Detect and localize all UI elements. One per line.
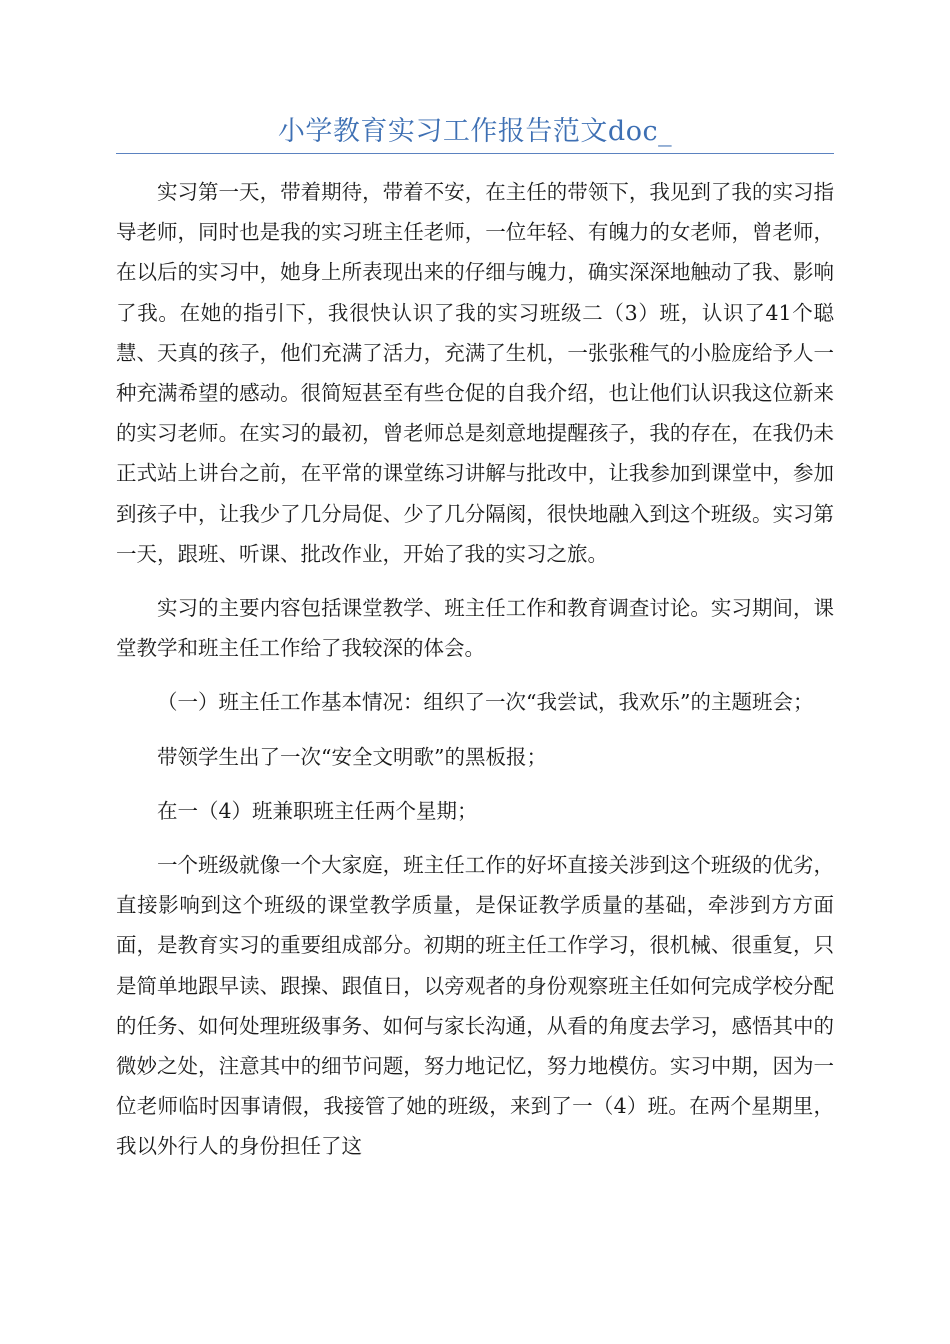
- document-title: 小学教育实习工作报告范文doc_: [277, 116, 673, 147]
- paragraph-blackboard: 带领学生出了一次“安全文明歌”的黑板报；: [157, 744, 547, 769]
- paragraph-main-content: 实习的主要内容包括课堂教学、班主任工作和教育调查讨论。实习期间，课堂教学和班主任工作给了我较深的体会。: [116, 596, 834, 661]
- title-underline: [116, 153, 834, 154]
- document-body: [116, 172, 834, 1167]
- paragraph-class-teacher: 在一（4）班兼职班主任两个星期；: [157, 798, 478, 823]
- paragraph-first-day: 实习第一天，带着期待，带着不安，在主任的带领下，我见到了我的实习指导老师，同时也是我的实习班主任老师，一位年轻、有魄力的女老师，曾老师，在以后的实习中，她身上所表现出来的仔细与魄力，确实深深地触动了我、影响了我。在她的指引下，我很快认识了我的实习班级二（3）班，认识了41个聪慧、天真的孩子，他们充满了活力，充满了生机，一张张稚气的小脸庞给予人一种充满希望的感动。很简短甚至有些仓促的自我介绍，也让他们认识我这位新来的实习老师。在实习的最初，曾老师总是刻意地提醒孩子，我的存在，在我仍未正式站上讲台之前，在平常的课堂练习讲解与批改中，让我参加到课堂中，参加到孩子中，让我少了几分局促、少了几分隔阂，很快地融入到这个班级。实习第一天，跟班、听课、批改作业，开始了我的实习之旅。: [116, 180, 834, 566]
- paragraph-section-heading: （一）班主任工作基本情况：组织了一次“我尝试，我欢乐”的主题班会；: [157, 690, 814, 715]
- paragraph-class-family: 一个班级就像一个大家庭，班主任工作的好坏直接关涉到这个班级的优劣，直接影响到这个班级的课堂教学质量，是保证教学质量的基础，牵涉到方方面面，是教育实习的重要组成部分。初期的班主任工作学习，很机械、很重复，只是简单地跟早读、跟操、跟值日，以旁观者的身份观察班主任如何完成学校分配的任务、如何处理班级事务、如何与家长沟通，从看的角度去学习，感悟其中的微妙之处，注意其中的细节问题，努力地记忆，努力地模仿。实习中期，因为一位老师临时因事请假，我接管了她的班级，来到了一（4）班。在两个星期里，我以外行人的身份担任了这: [116, 853, 834, 1159]
